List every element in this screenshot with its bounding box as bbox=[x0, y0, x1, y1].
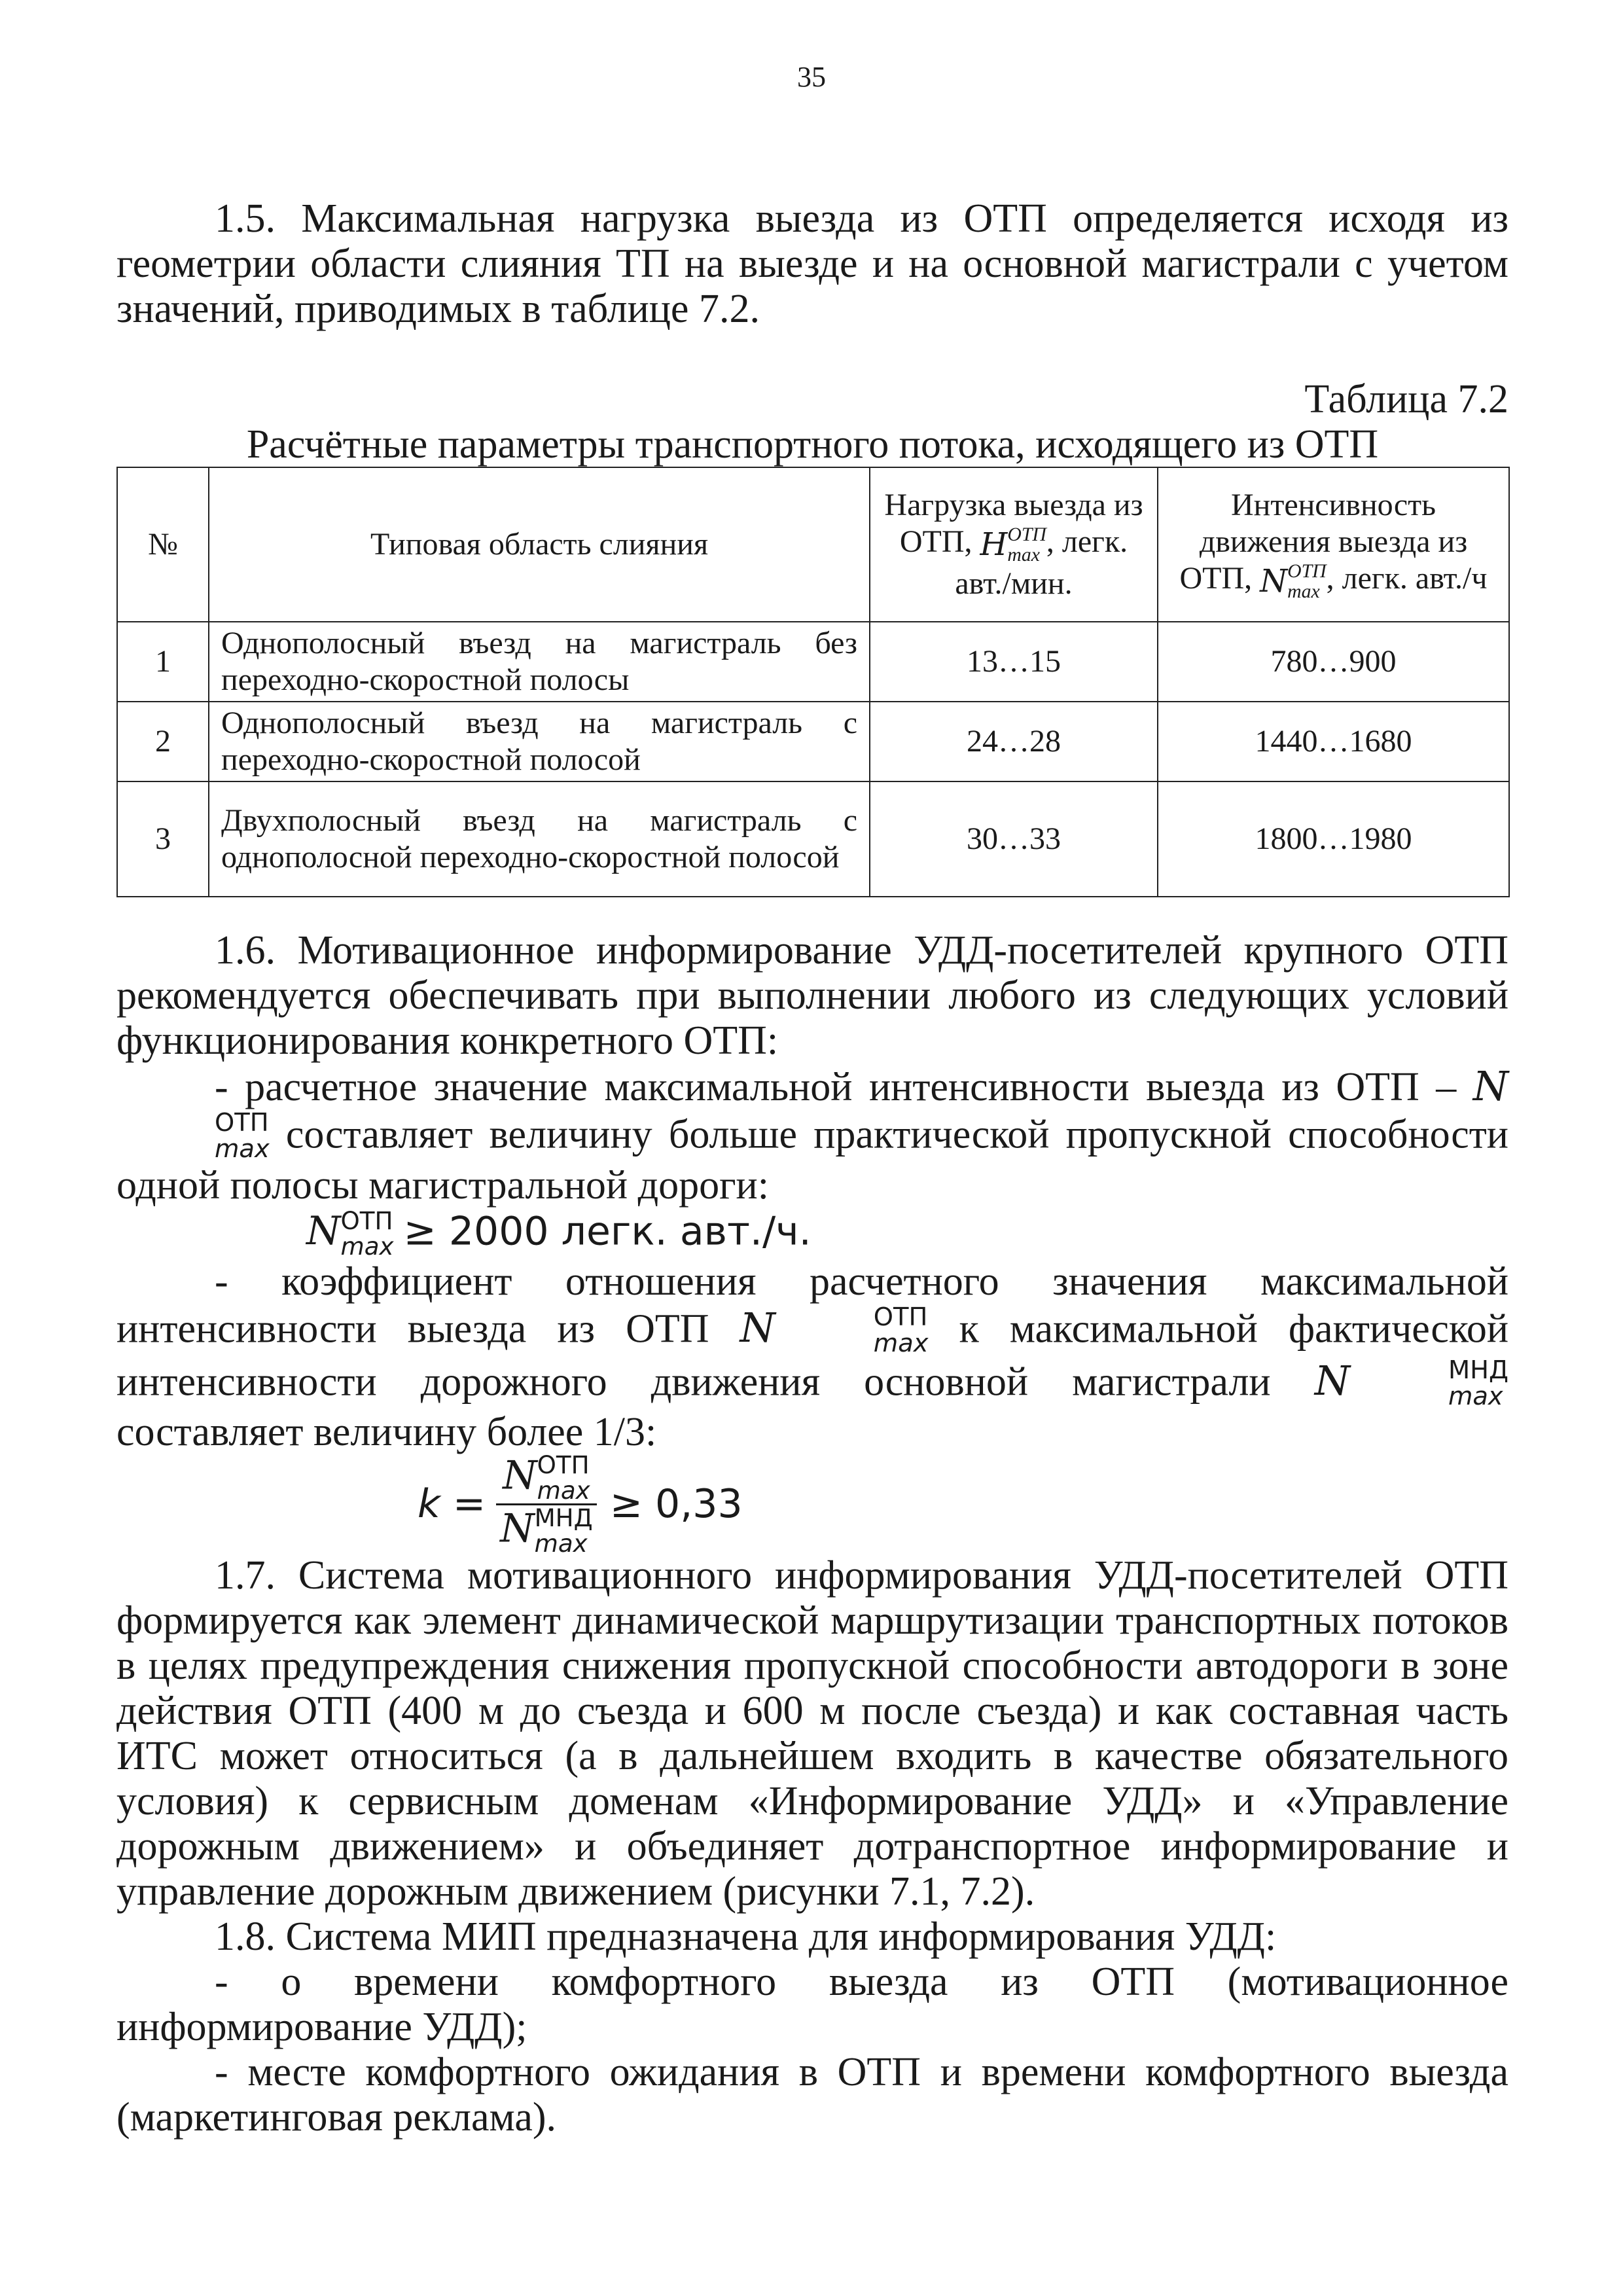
condition-1 bbox=[116, 1064, 1508, 1208]
header-load-sub: max bbox=[1007, 544, 1040, 566]
row-number: 2 bbox=[117, 702, 209, 781]
paragraph-1-8: 1.8. Система МИП предназначена для информирования УДД: bbox=[215, 1914, 1277, 1960]
formula-1-lhs: N ОТП max bbox=[306, 1206, 394, 1261]
row-number: 3 bbox=[117, 781, 209, 897]
row-intensity: 1440…1680 bbox=[1158, 702, 1509, 781]
fraction bbox=[496, 1452, 597, 1556]
header-int-sup: ОТП bbox=[1287, 560, 1327, 583]
row-load: 13…15 bbox=[870, 622, 1158, 702]
header-number: № bbox=[117, 467, 209, 622]
condition-2-c: составляет величину более 1/3: bbox=[116, 1410, 657, 1455]
row-area: Двухполосный въезд на магистраль с однополосной переходно-скоростной полосой bbox=[209, 781, 870, 897]
condition-1-post: составляет величину больше практической пропускной способности одной полосы магистральной дороги: bbox=[116, 1112, 1508, 1208]
bullet-1: - о времени комфортного выезда из ОТП (мотивационное информирование УДД); bbox=[116, 1960, 1508, 2050]
header-load-symbol: H bbox=[980, 526, 1008, 563]
row-load: 30…33 bbox=[870, 781, 1158, 897]
fraction-denominator: N МНД max bbox=[500, 1503, 593, 1558]
paragraph-1-5-text: 1.5. Максимальная нагрузка выезда из ОТП определяется исходя из геометрии области слияния ТП на выезде и на основной магистрали с учетом значений, приводимых в таблице 7.2. bbox=[116, 196, 1508, 331]
table-label: Таблица 7.2 bbox=[1304, 377, 1508, 422]
header-load-pre: Нагрузка выезда из ОТП, bbox=[884, 488, 1143, 560]
fraction-numerator: N ОТП max bbox=[496, 1452, 597, 1505]
header-int-pre: Интенсивность движения выезда из ОТП, bbox=[1179, 488, 1468, 596]
formula-1-rhs: ≥ 2000 легк. авт./ч. bbox=[403, 1208, 812, 1255]
condition-2-b: к максимальной фактической интенсивности дорожного движения основной магистрали bbox=[116, 1306, 1509, 1405]
paragraph-1-5 bbox=[116, 196, 1508, 332]
header-int-symbol: N bbox=[1260, 562, 1288, 600]
paragraph-1-6: 1.6. Мотивационное информирование УДД-посетителей крупного ОТП рекомендуется обеспечивать при выполнении любого из следующих условий функционирования конкретного ОТП: bbox=[116, 928, 1508, 1063]
condition-2 bbox=[116, 1259, 1508, 1455]
table-title: Расчётные параметры транспортного потока, исходящего из ОТП bbox=[246, 422, 1379, 467]
formula-2-lhs: k = bbox=[418, 1481, 486, 1528]
paragraph-1-7: 1.7. Система мотивационного информирования УДД-посетителей ОТП формируется как элемент динамической маршрутизации транспортных потоков в целях предупреждения снижения пропускной способности автодороги в зоне действия ОТП (400 м до съезда и 600 м после съезда) и как составная часть ИТС может относиться (а в дальнейшем входить в качестве обязательного условия) к сервисным доменам «Информирование УДД» и «Управление дорожным движением» и объединяет дотранспортное информирование и управление дорожным движением (рисунки 7.1, 7.2). bbox=[116, 1553, 1508, 1914]
header-intensity bbox=[1158, 467, 1509, 622]
table-header-row bbox=[117, 467, 1509, 622]
condition-2-a: - коэффициент отношения расчетного значения максимальной интенсивности выезда из ОТП bbox=[116, 1259, 1508, 1352]
n-max-mnd-symbol: N МНД max bbox=[1314, 1355, 1509, 1411]
formula-2-rhs: ≥ 0,33 bbox=[609, 1481, 743, 1528]
header-load bbox=[870, 467, 1158, 622]
row-area: Однополосный въезд на магистраль с переходно-скоростной полосой bbox=[209, 702, 870, 781]
row-area: Однополосный въезд на магистраль без переходно-скоростной полосы bbox=[209, 622, 870, 702]
row-number: 1 bbox=[117, 622, 209, 702]
formula-1 bbox=[116, 1208, 1508, 1259]
table-block bbox=[116, 376, 1508, 897]
condition-1-pre: - расчетное значение максимальной интенсивности выезда из ОТП – bbox=[215, 1065, 1457, 1109]
n-max-otp-symbol-2: N ОТП max bbox=[740, 1302, 929, 1359]
table-row bbox=[117, 702, 1509, 781]
row-intensity: 780…900 bbox=[1158, 622, 1509, 702]
header-load-post: , легк. авт./мин. bbox=[955, 524, 1128, 601]
header-int-sub: max bbox=[1287, 581, 1320, 603]
table-row bbox=[117, 781, 1509, 897]
page-number: 35 bbox=[797, 61, 826, 93]
header-area: Типовая область слияния bbox=[209, 467, 870, 622]
row-intensity: 1800…1980 bbox=[1158, 781, 1509, 897]
formula-2 bbox=[116, 1450, 1508, 1558]
paragraph-1-6-block bbox=[116, 928, 1508, 2140]
table-row bbox=[117, 622, 1509, 702]
header-int-post: , легк. авт./ч bbox=[1326, 561, 1488, 596]
n-max-otp-symbol: N ОТП max bbox=[215, 1062, 1509, 1164]
header-load-sup: ОТП bbox=[1007, 524, 1046, 546]
bullet-2: - месте комфортного ожидания в ОТП и времени комфортного выезда (маркетинговая реклама). bbox=[116, 2050, 1508, 2140]
row-load: 24…28 bbox=[870, 702, 1158, 781]
parameters-table bbox=[116, 467, 1510, 897]
